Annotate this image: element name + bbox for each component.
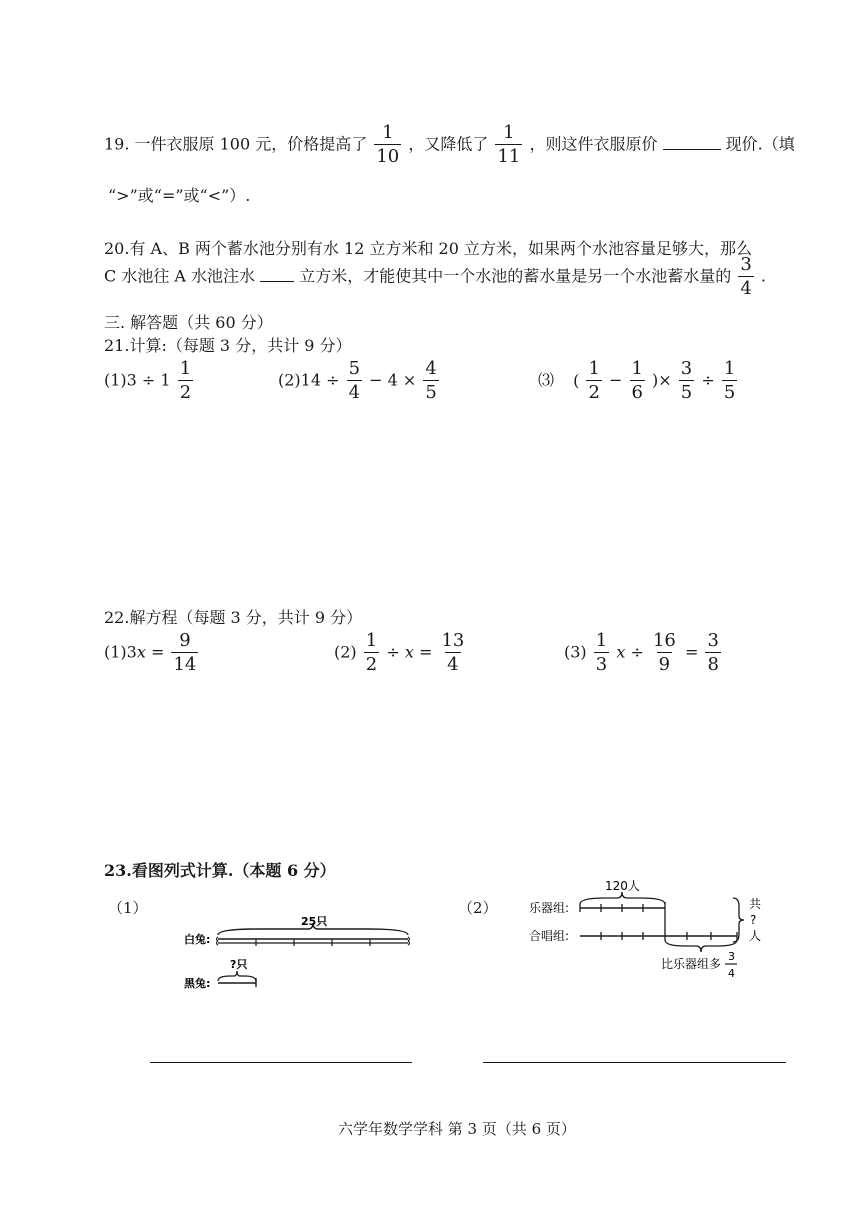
q23-group-diagram [525,878,775,988]
q21-p3-fraction-a: $\frac{1}{2}$ [588,358,600,403]
q22-p3-fraction-3: $\frac{3}{8}$ [707,630,719,675]
q19-after: ，则这件衣服原价 [529,134,658,154]
black-rabbit-label: 黑兔: [184,977,211,990]
q21-p3-fraction-d: $\frac{1}{5}$ [723,358,736,403]
total-label-3: 人 [749,929,762,943]
q23-part-2-label: （2） [458,899,498,917]
q19-line1 [104,124,795,166]
black-rabbit-brace [218,971,256,981]
page-footer: 六学年数学学科 第 3 页（共 6 页） [338,1120,576,1138]
q22-problem-2: (2) $\frac{1}{2}$ ÷ x = $\frac{13}{4}$ [334,630,465,675]
section-3-title: 三. 解答题（共 60 分） [104,313,273,332]
band-label: 乐器组: [529,901,570,915]
white-rabbit-count: 25只 [301,915,328,928]
q22-title: 22.解方程（每题 3 分，共计 9 分） [104,608,363,627]
black-rabbit-count: ?只 [230,958,248,971]
q21-p2-fraction-1: $\frac{5}{4}$ [348,358,361,403]
band-brace [580,892,665,904]
q20-line2-suffix: 立方米，才能使其中一个水池的蓄水量是另一个水池蓄水量的 [299,266,732,286]
total-label-2: ? [750,913,757,927]
q21-p2-fraction-2: $\frac{4}{5}$ [425,358,437,403]
q19-suffix: 现价.（填 [725,134,795,154]
q21-problem-1: (1)3 ÷ 1 $\frac{1}{2}$ [104,358,192,403]
choir-label: 合唱组: [529,929,570,943]
more-fraction-num: 3 [728,950,735,963]
q21-p3-fraction-c: $\frac{3}{5}$ [680,358,693,403]
q20-fraction: $\frac{3}{4}$ [740,254,752,299]
q19-middle: ，又降低了 [408,134,489,154]
band-count: 120人 [605,879,640,893]
more-fraction-den: 4 [728,967,735,980]
q22-p2-fraction-2: $\frac{13}{4}$ [441,630,465,675]
q22-problem-1: (1)3x = $\frac{9}{14}$ [104,630,197,675]
q20-end: . [760,266,766,286]
q20-line1: 20.有 A、B 两个蓄水池分别有水 12 立方米和 20 立方米，如果两个水池容量足够大，那么 [104,239,752,258]
white-rabbit-label: 白兔: [184,933,211,946]
choir-extra-brace [665,940,737,952]
q23-answer-line-2[interactable] [483,1062,786,1063]
q23-rabbit-diagram [180,910,420,1000]
q19-prefix: 19. 一件衣服原 100 元，价格提高了 [104,134,368,154]
q19-fraction-1: $\frac{1}{10}$ [376,122,400,167]
q19-answer-blank[interactable] [663,148,721,150]
q20-answer-blank[interactable] [260,280,294,282]
q22-p3-fraction-1: $\frac{1}{3}$ [595,630,608,675]
q21-p1-fraction: $\frac{1}{2}$ [179,358,192,403]
white-bar-right-cap [408,937,410,945]
q19-line2: “>”或“=”或“<”）. [108,186,251,205]
q21-title: 21.计算:（每题 3 分，共计 9 分） [104,336,352,355]
q21-p3-fraction-b: $\frac{1}{6}$ [631,358,643,403]
q22-p1-fraction: $\frac{9}{14}$ [173,630,197,675]
q22-p3-fraction-2: $\frac{16}{9}$ [652,630,676,675]
q23-answer-line-1[interactable] [150,1062,412,1063]
q19-fraction-2: $\frac{1}{11}$ [497,122,521,167]
total-label-1: 共 [749,897,762,911]
q21-problem-2: (2)14 ÷ $\frac{5}{4}$ − 4 × $\frac{4}{5}$ [278,358,437,403]
q23-title: 23.看图列式计算.（本题 6 分） [104,861,336,880]
white-bar-left-cap [217,937,219,945]
q22-problem-3: (3) $\frac{1}{3}$ x ÷ $\frac{16}{9}$ = $\frac{3}{8}$ [564,630,719,675]
q23-part-1-label: （1） [108,899,148,917]
q21-problem-3: ⑶ ( $\frac{1}{2}$ − $\frac{1}{6}$ )× $\frac{3}{5}$ ÷ $\frac{1}{5}$ [538,358,736,403]
q20-line2-prefix: C 水池往 A 水池注水 [104,266,256,286]
q20-line2 [104,256,766,298]
more-than-band-text: 比乐器组多 [661,957,722,971]
q22-p2-fraction-1: $\frac{1}{2}$ [365,630,378,675]
